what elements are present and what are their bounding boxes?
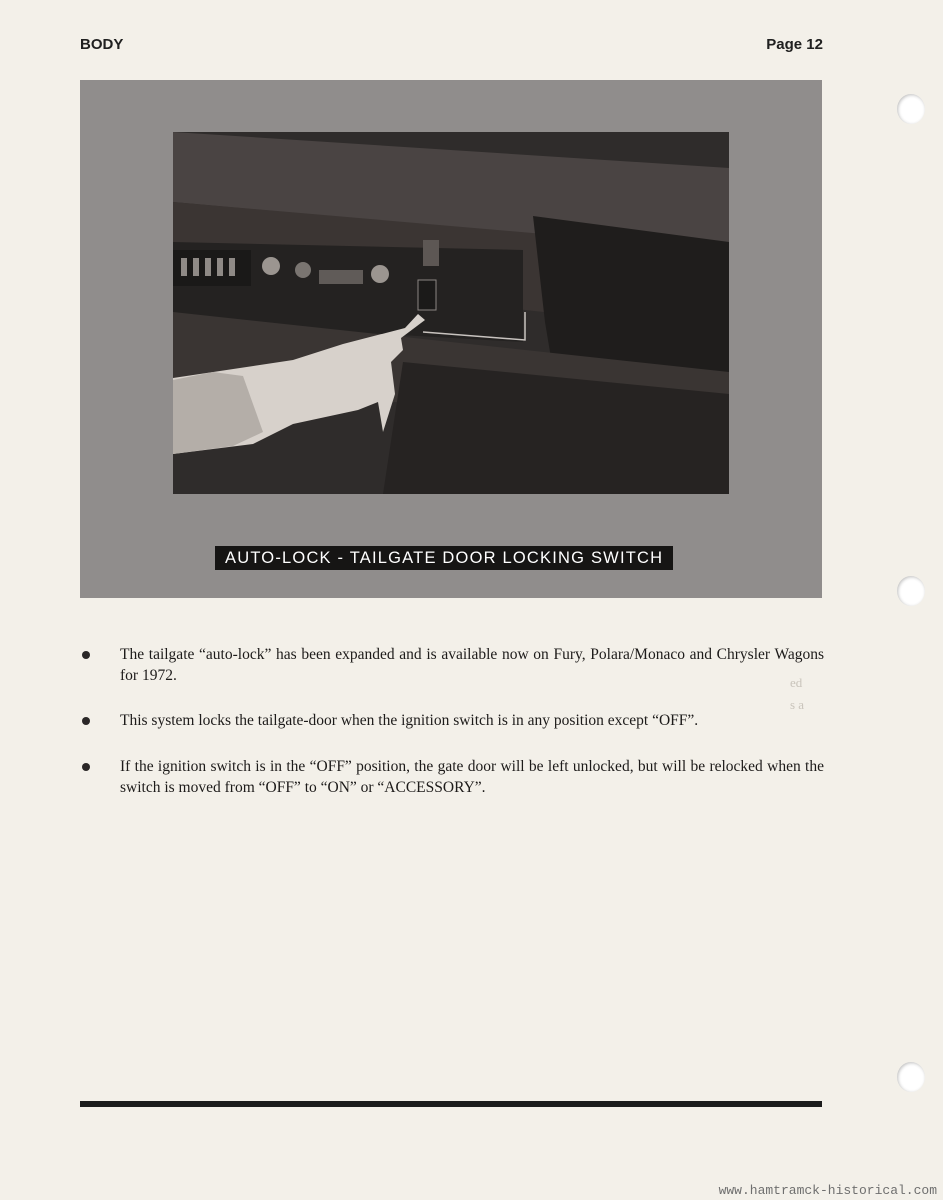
footer-rule: [80, 1101, 822, 1107]
figure-caption: AUTO-LOCK - TAILGATE DOOR LOCKING SWITCH: [215, 546, 673, 570]
section-title: BODY: [80, 36, 124, 53]
bullet-text: The tailgate “auto-lock” has been expanded and is available now on Fury, Polara/Monaco and Chrysler Wagons for 1972.: [120, 646, 824, 684]
figure-panel: [80, 80, 822, 598]
bullet-icon: [82, 651, 90, 659]
bullet-icon: [82, 763, 90, 771]
watermark: www.hamtramck-historical.com: [718, 1183, 937, 1198]
bullet-icon: [82, 717, 90, 725]
binder-hole-icon: [897, 94, 925, 124]
dashboard-photo: [173, 132, 729, 494]
binder-hole-icon: [897, 576, 925, 606]
bullet-text: This system locks the tailgate-door when the ignition switch is in any position except “OFF”.: [120, 712, 699, 729]
binder-hole-icon: [897, 1062, 925, 1092]
bullet-text: If the ignition switch is in the “OFF” position, the gate door will be left unlocked, but will be relocked when the switch is moved from “OFF” to “ON” or “ACCESSORY”.: [120, 758, 824, 796]
bleed-through-text: ed s a: [790, 675, 805, 712]
page-number: Page 12: [766, 36, 823, 53]
